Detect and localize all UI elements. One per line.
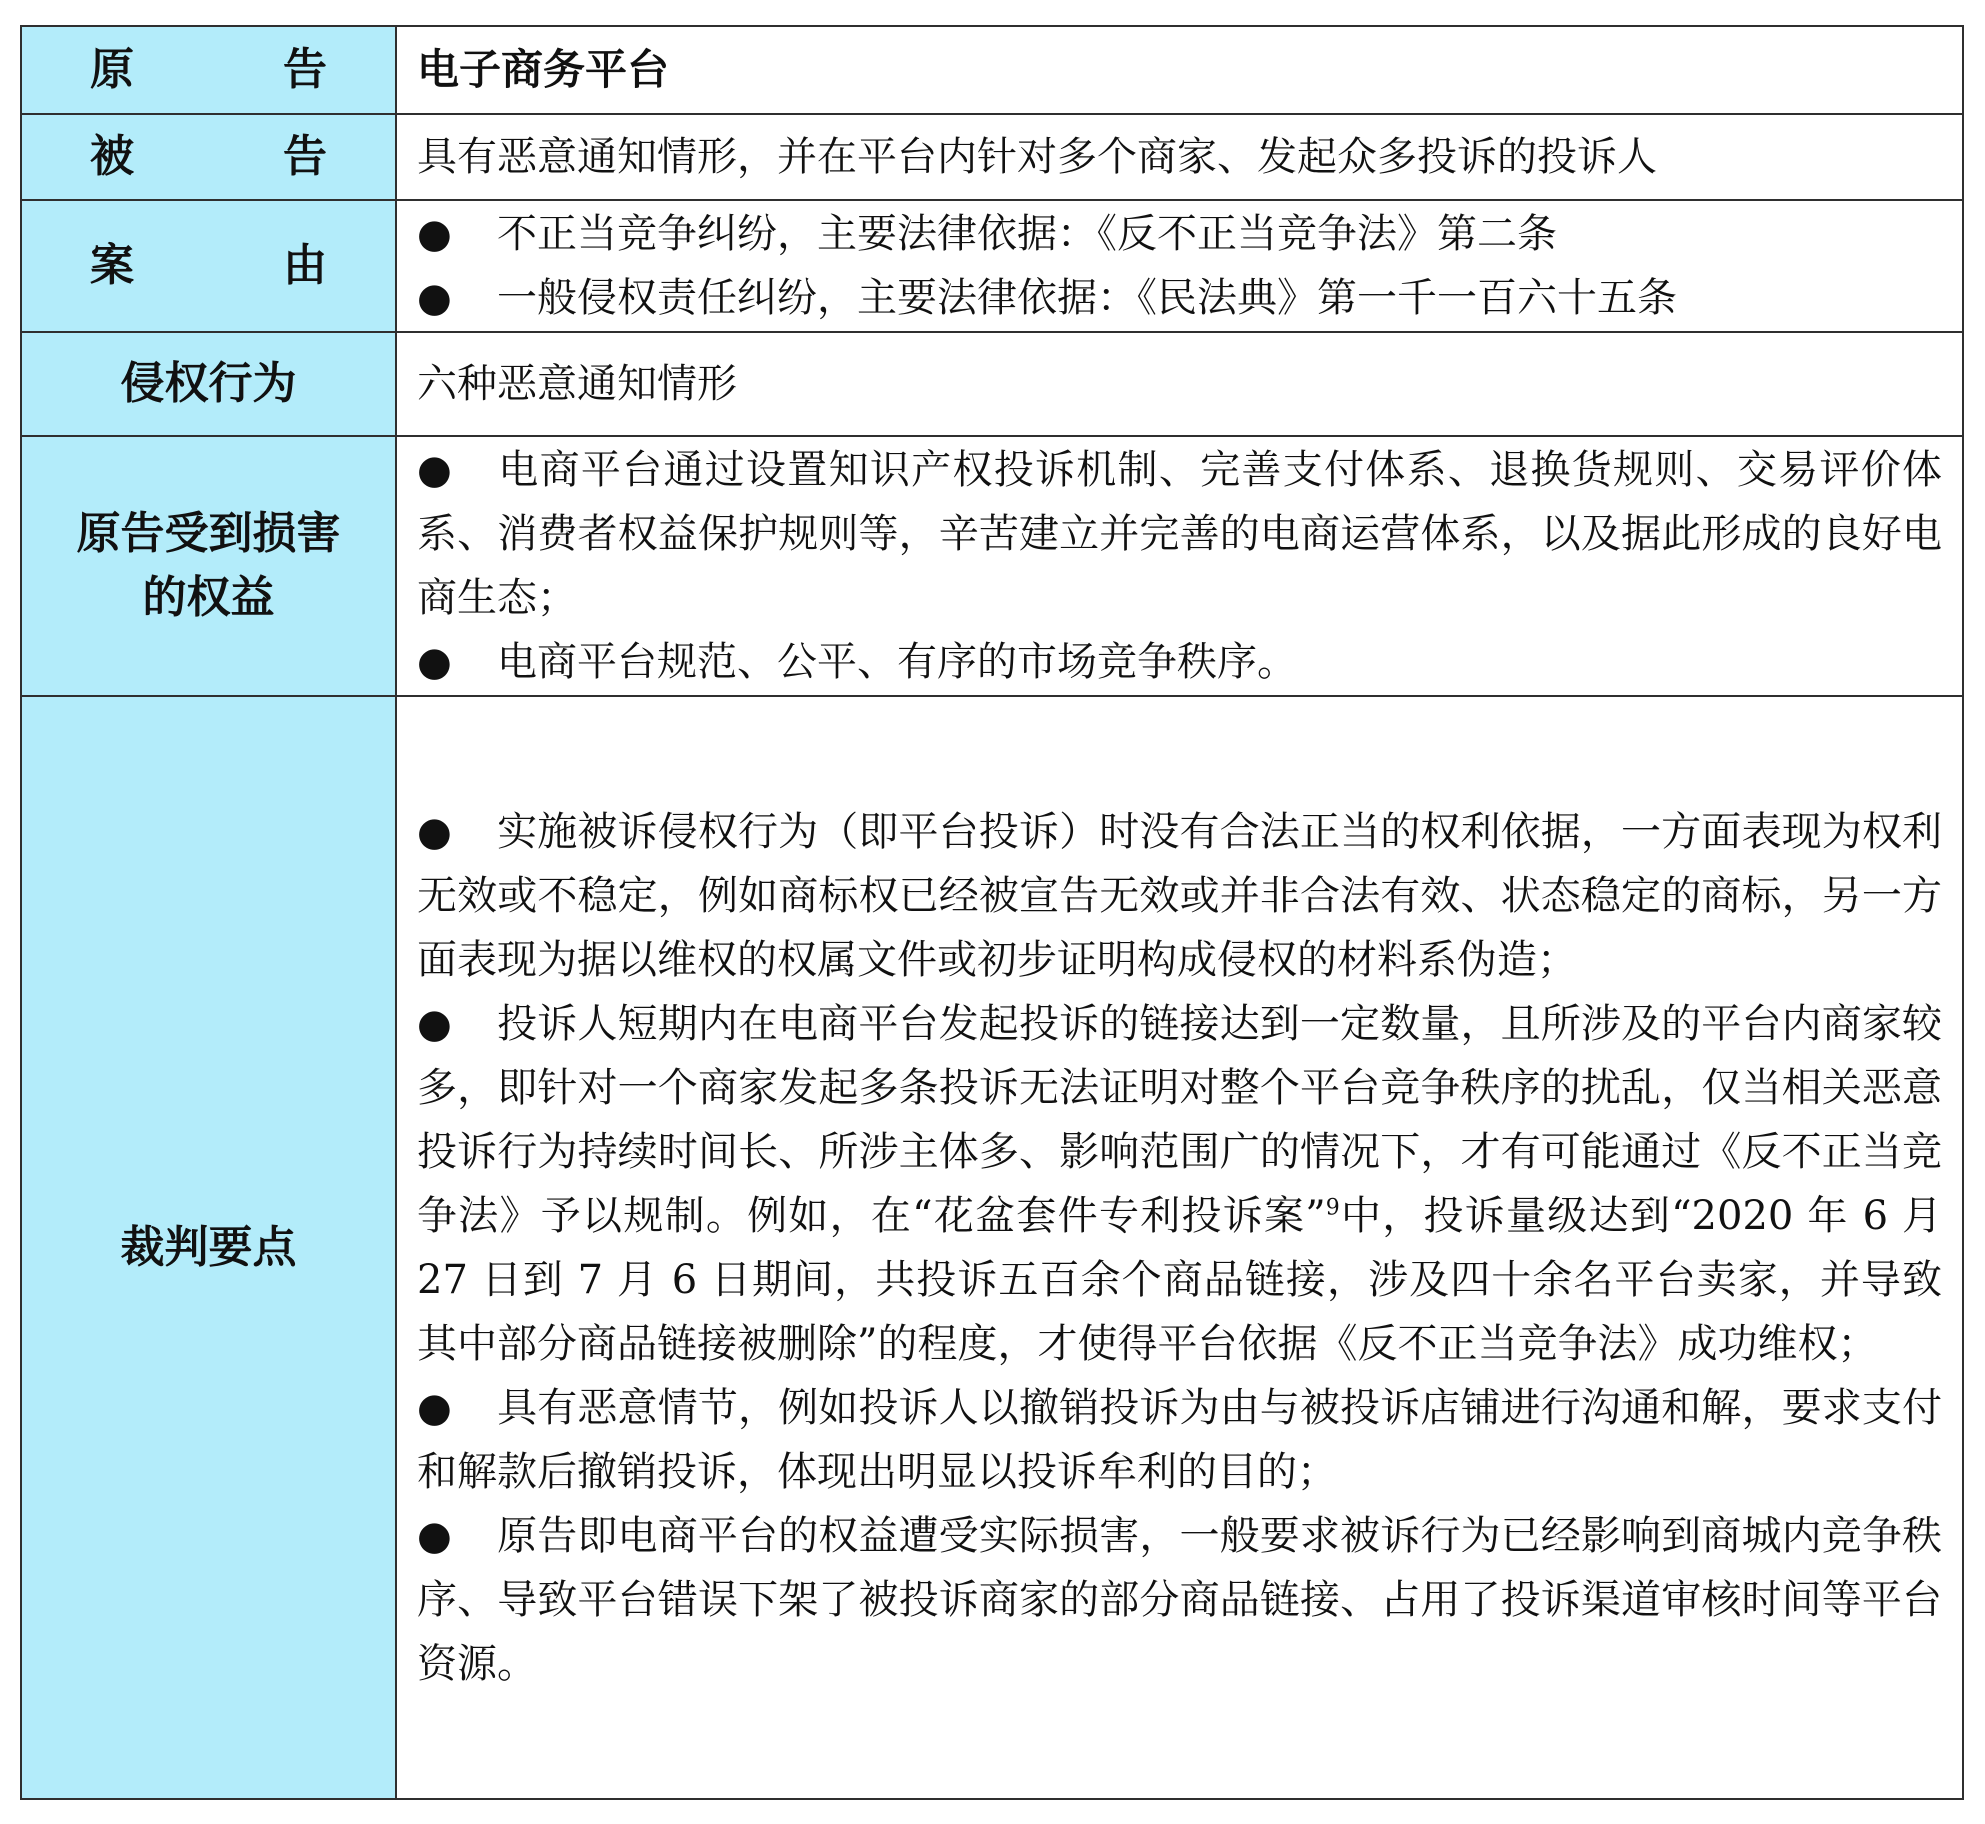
bullet-icon: ● (417, 808, 452, 855)
case-summary-table (20, 25, 1964, 1800)
bullet-icon: ● (417, 1512, 452, 1559)
bullet-icon: ● (417, 211, 452, 257)
list-item: ● 具有恶意情节，例如投诉人以撤销投诉为由与被投诉店铺进行沟通和解，要求支付和解款后撤销投诉，体现出明显以投诉牟利的目的； (417, 1376, 1942, 1504)
list-item: ● 实施被诉侵权行为（即平台投诉）时没有合法正当的权利依据，一方面表现为权利无效或不稳定，例如商标权已经被宣告无效或并非合法有效、状态稳定的商标，另一方面表现为据以维权的权属文件或初步证明构成侵权的材料系伪造； (417, 800, 1942, 992)
label-infringement: 侵权行为 (21, 332, 396, 436)
label-damaged-rights: 原告受到损害 的权益 (21, 436, 396, 696)
bullet-icon: ● (417, 1000, 452, 1047)
list-item: ● 不正当竞争纠纷，主要法律依据：《反不正当竞争法》第二条 (417, 202, 1942, 266)
label-plaintiff: 原 告 (21, 26, 396, 114)
value-defendant: 具有恶意通知情形，并在平台内针对多个商家、发起众多投诉的投诉人 (396, 114, 1963, 200)
label-defendant: 被 告 (21, 114, 396, 200)
value-infringement: 六种恶意通知情形 (396, 332, 1963, 436)
label-key-points: 裁判要点 (21, 696, 396, 1799)
value-plaintiff: 电子商务平台 (396, 26, 1963, 114)
bullet-icon: ● (417, 275, 452, 321)
list-item: ● 电商平台规范、公平、有序的市场竞争秩序。 (417, 630, 1942, 694)
row-defendant (21, 114, 1963, 200)
bullet-icon: ● (417, 1384, 452, 1431)
list-item: ● 电商平台通过设置知识产权投诉机制、完善支付体系、退换货规则、交易评价体系、消费者权益保护规则等，辛苦建立并完善的电商运营体系，以及据此形成的良好电商生态； (417, 438, 1942, 630)
bullet-icon: ● (417, 447, 452, 493)
value-key-points (396, 696, 1963, 1799)
row-key-points (21, 696, 1963, 1799)
label-cause: 案 由 (21, 200, 396, 332)
row-cause (21, 200, 1963, 332)
footnote-marker: 9 (1325, 1195, 1340, 1221)
list-item: ● 一般侵权责任纠纷，主要法律依据：《民法典》第一千一百六十五条 (417, 266, 1942, 330)
list-item: ● 原告即电商平台的权益遭受实际损害，一般要求被诉行为已经影响到商城内竞争秩序、导致平台错误下架了被投诉商家的部分商品链接、占用了投诉渠道审核时间等平台资源。 (417, 1504, 1942, 1696)
row-damaged-rights (21, 436, 1963, 696)
bullet-icon: ● (417, 639, 452, 685)
row-plaintiff (21, 26, 1963, 114)
list-item: ● 投诉人短期内在电商平台发起投诉的链接达到一定数量，且所涉及的平台内商家较多，即针对一个商家发起多条投诉无法证明对整个平台竞争秩序的扰乱，仅当相关恶意投诉行为持续时间长、所涉主体多、影响范围广的情况下，才有可能通过《反不正当竞争法》予以规制。例如，在“花盆套件专利投诉案”$^9$中，投诉量级达到“2020 年 6 月 27 日到 7 月 6 日期间，共投诉五百余个商品链接，涉及四十余名平台卖家，并导致其中部分商品链接被删除”的程度，才使得平台依据《反不正当竞争法》成功维权； (417, 992, 1942, 1376)
value-cause (396, 200, 1963, 332)
row-infringement (21, 332, 1963, 436)
value-damaged-rights (396, 436, 1963, 696)
